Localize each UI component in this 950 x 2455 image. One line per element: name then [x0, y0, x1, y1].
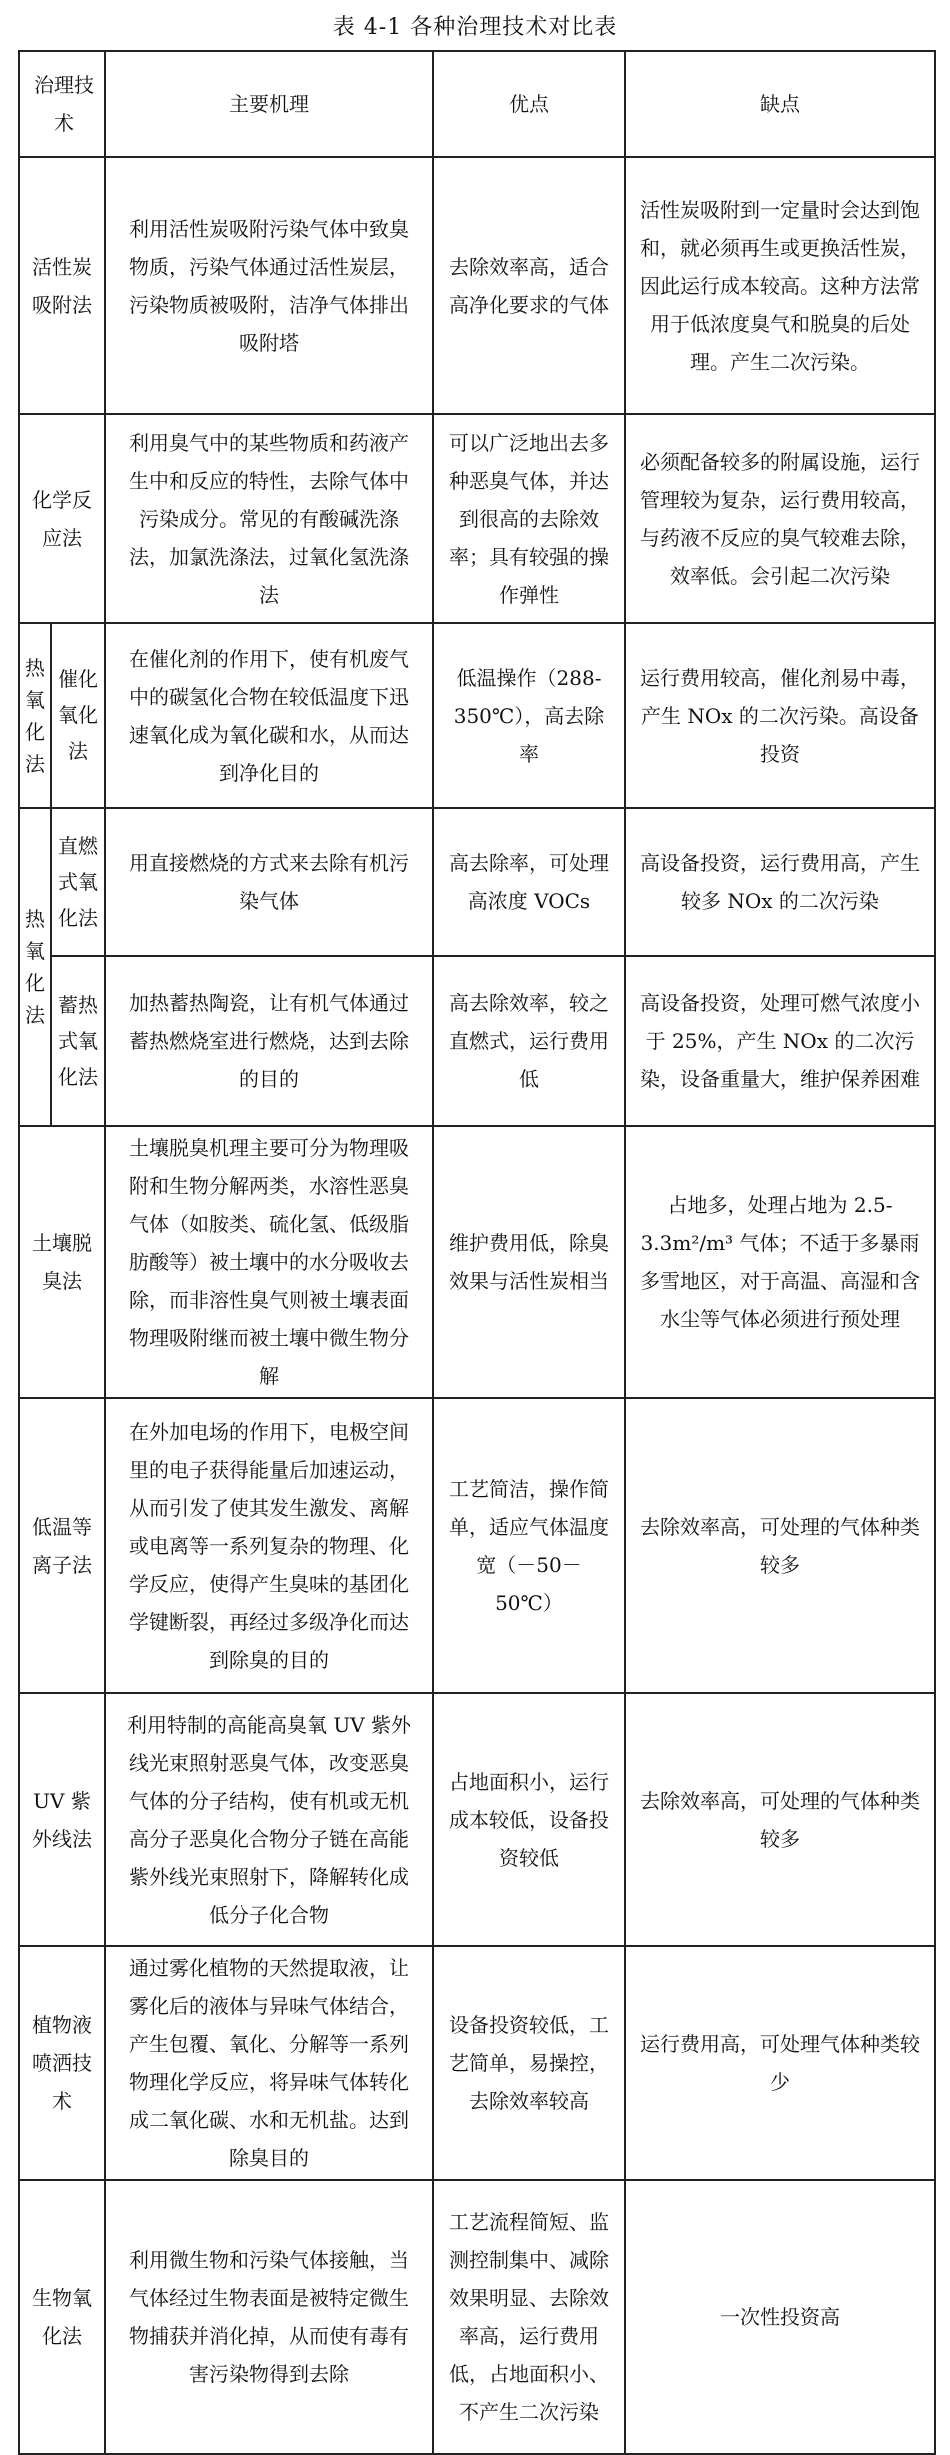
tech-name: 土壤脱臭法 [19, 1126, 105, 1398]
header-disadvantages: 缺点 [625, 51, 935, 157]
table-row [19, 623, 935, 808]
mechanism-cell: 利用活性炭吸附污染气体中致臭物质，污染气体通过活性炭层，污染物质被吸附，洁净气体排出吸附塔 [105, 157, 433, 414]
tech-name: 生物氧化法 [19, 2180, 105, 2454]
tech-name: 催化氧化法 [51, 623, 105, 808]
tech-name: UV 紫外线法 [19, 1693, 105, 1946]
advantages-cell: 设备投资较低，工艺简单，易操控，去除效率较高 [433, 1946, 625, 2180]
table-row [19, 1126, 935, 1398]
tech-name: 蓄热式氧化法 [51, 956, 105, 1126]
header-advantages: 优点 [433, 51, 625, 157]
table-row [19, 1398, 935, 1693]
table-title: 表 4-1 各种治理技术对比表 [332, 15, 618, 40]
advantages-cell: 占地面积小，运行成本较低，设备投资较低 [433, 1693, 625, 1946]
tech-name: 化学反应法 [19, 414, 105, 623]
disadvantages-cell: 高设备投资，运行费用高，产生较多 NOx 的二次污染 [625, 808, 935, 956]
tech-name: 活性炭吸附法 [19, 157, 105, 414]
disadvantages-cell: 必须配备较多的附属设施，运行管理较为复杂，运行费用较高，与药液不反应的臭气较难去除，效率低。会引起二次污染 [625, 414, 935, 623]
mechanism-cell: 在外加电场的作用下，电极空间里的电子获得能量后加速运动，从而引发了使其发生激发、离解或电离等一系列复杂的物理、化学反应，使得产生臭味的基团化学键断裂，再经过多级净化而达到除臭的目的 [105, 1398, 433, 1693]
thermal-group-label: 热氧化法 [19, 808, 51, 1126]
tech-name: 直燃式氧化法 [51, 808, 105, 956]
advantages-cell: 高去除率，可处理高浓度 VOCs [433, 808, 625, 956]
disadvantages-cell: 占地多，处理占地为 2.5-3.3m²/m³ 气体；不适于多暴雨多雪地区，对于高温、高湿和含水尘等气体必须进行预处理 [625, 1126, 935, 1398]
tech-name: 植物液喷洒技术 [19, 1946, 105, 2180]
disadvantages-cell: 去除效率高，可处理的气体种类较多 [625, 1398, 935, 1693]
disadvantages-cell: 一次性投资高 [625, 2180, 935, 2454]
disadvantages-cell: 运行费用高，可处理气体种类较少 [625, 1946, 935, 2180]
table-row [19, 1946, 935, 2180]
table-row [19, 808, 935, 956]
table-row [19, 2180, 935, 2454]
header-mechanism: 主要机理 [105, 51, 433, 157]
disadvantages-cell: 运行费用较高，催化剂易中毒，产生 NOx 的二次污染。高设备投资 [625, 623, 935, 808]
mechanism-cell: 用直接燃烧的方式来去除有机污染气体 [105, 808, 433, 956]
header-tech: 治理技术 [19, 51, 105, 157]
advantages-cell: 去除效率高，适合高净化要求的气体 [433, 157, 625, 414]
disadvantages-cell: 去除效率高，可处理的气体种类较多 [625, 1693, 935, 1946]
table-row [19, 414, 935, 623]
mechanism-cell: 利用微生物和污染气体接触，当气体经过生物表面是被特定微生物捕获并消化掉，从而使有毒有害污染物得到去除 [105, 2180, 433, 2454]
mechanism-cell: 利用臭气中的某些物质和药液产生中和反应的特性，去除气体中污染成分。常见的有酸碱洗涤法，加氯洗涤法，过氧化氢洗涤法 [105, 414, 433, 623]
table-row [19, 1693, 935, 1946]
mechanism-cell: 土壤脱臭机理主要可分为物理吸附和生物分解两类，水溶性恶臭气体（如胺类、硫化氢、低级脂肪酸等）被土壤中的水分吸收去除，而非溶性臭气则被土壤表面物理吸附继而被土壤中微生物分解 [105, 1126, 433, 1398]
thermal-group-label: 热氧化法 [19, 623, 51, 808]
advantages-cell: 低温操作（288-350℃），高去除率 [433, 623, 625, 808]
disadvantages-cell: 活性炭吸附到一定量时会达到饱和，就必须再生或更换活性炭，因此运行成本较高。这种方法常用于低浓度臭气和脱臭的后处理。产生二次污染。 [625, 157, 935, 414]
mechanism-cell: 通过雾化植物的天然提取液，让雾化后的液体与异味气体结合，产生包覆、氧化、分解等一系列物理化学反应，将异味气体转化成二氧化碳、水和无机盐。达到除臭目的 [105, 1946, 433, 2180]
disadvantages-cell: 高设备投资，处理可燃气浓度小于 25%，产生 NOx 的二次污染，设备重量大，维护保养困难 [625, 956, 935, 1126]
mechanism-cell: 加热蓄热陶瓷，让有机气体通过蓄热燃烧室进行燃烧，达到去除的目的 [105, 956, 433, 1126]
advantages-cell: 维护费用低，除臭效果与活性炭相当 [433, 1126, 625, 1398]
mechanism-cell: 在催化剂的作用下，使有机废气中的碳氢化合物在较低温度下迅速氧化成为氧化碳和水，从而达到净化目的 [105, 623, 433, 808]
advantages-cell: 工艺简洁，操作简单，适应气体温度宽（－50－50℃） [433, 1398, 625, 1693]
table-row [19, 157, 935, 414]
table-header-row [19, 51, 935, 157]
tech-name: 低温等离子法 [19, 1398, 105, 1693]
advantages-cell: 工艺流程简短、监测控制集中、减除效果明显、去除效率高，运行费用低，占地面积小、不产生二次污染 [433, 2180, 625, 2454]
comparison-table [18, 50, 936, 2455]
table-row [19, 956, 935, 1126]
advantages-cell: 可以广泛地出去多种恶臭气体，并达到很高的去除效率；具有较强的操作弹性 [433, 414, 625, 623]
advantages-cell: 高去除效率，较之直燃式，运行费用低 [433, 956, 625, 1126]
mechanism-cell: 利用特制的高能高臭氧 UV 紫外线光束照射恶臭气体，改变恶臭气体的分子结构，使有机或无机高分子恶臭化合物分子链在高能紫外线光束照射下，降解转化成低分子化合物 [105, 1693, 433, 1946]
